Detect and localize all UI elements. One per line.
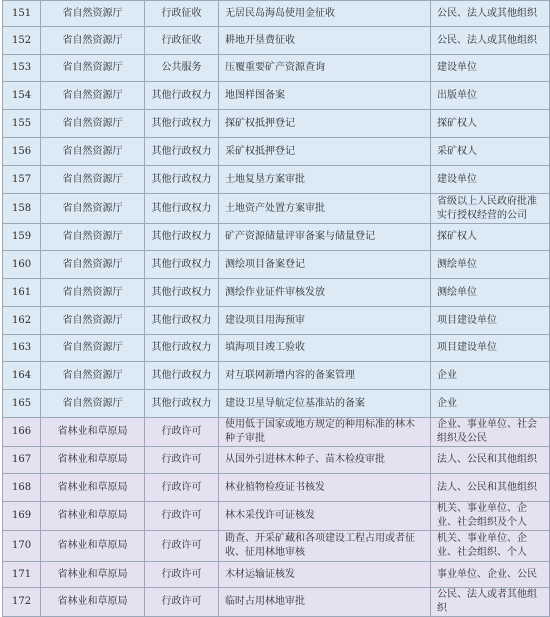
target-cell: 企业 xyxy=(431,390,550,418)
department-cell: 省林业和草原局 xyxy=(41,418,145,447)
power-type-cell: 其他行政权力 xyxy=(145,251,219,279)
department-cell: 省自然资源厅 xyxy=(41,307,145,335)
power-type-cell: 其他行政权力 xyxy=(145,279,219,307)
power-type-cell: 其他行政权力 xyxy=(145,138,219,166)
department-cell: 省自然资源厅 xyxy=(41,362,145,390)
item-name-cell: 探矿权抵押登记 xyxy=(219,110,431,138)
table-row xyxy=(3,138,550,166)
department-cell: 省自然资源厅 xyxy=(41,166,145,194)
target-cell: 测绘单位 xyxy=(431,279,550,307)
item-name-cell: 压覆重要矿产资源查询 xyxy=(219,55,431,82)
power-type-cell: 其他行政权力 xyxy=(145,307,219,335)
power-type-cell: 其他行政权力 xyxy=(145,224,219,251)
row-number-cell: 154 xyxy=(3,82,41,110)
power-type-cell: 行政征收 xyxy=(145,1,219,27)
department-cell: 省自然资源厅 xyxy=(41,110,145,138)
item-name-cell: 对互联网新增内容的备案管理 xyxy=(219,362,431,390)
power-type-cell: 行政许可 xyxy=(145,447,219,474)
row-number-cell: 163 xyxy=(3,335,41,362)
table-row xyxy=(3,362,550,390)
target-cell: 采矿权人 xyxy=(431,138,550,166)
department-cell: 省自然资源厅 xyxy=(41,82,145,110)
department-cell: 省自然资源厅 xyxy=(41,251,145,279)
table-row xyxy=(3,418,550,447)
power-type-cell: 行政许可 xyxy=(145,474,219,502)
target-cell: 公民、法人或其他组织 xyxy=(431,1,550,27)
row-number-cell: 165 xyxy=(3,390,41,418)
department-cell: 省自然资源厅 xyxy=(41,335,145,362)
table-row xyxy=(3,1,550,27)
target-cell: 项目建设单位 xyxy=(431,335,550,362)
department-cell: 省自然资源厅 xyxy=(41,27,145,55)
department-cell: 省林业和草原局 xyxy=(41,531,145,562)
power-type-cell: 行政许可 xyxy=(145,588,219,617)
row-number-cell: 156 xyxy=(3,138,41,166)
row-number-cell: 160 xyxy=(3,251,41,279)
power-type-cell: 行政许可 xyxy=(145,562,219,588)
row-number-cell: 171 xyxy=(3,562,41,588)
item-name-cell: 测绘作业证件审核发放 xyxy=(219,279,431,307)
row-number-cell: 172 xyxy=(3,588,41,617)
table-row xyxy=(3,251,550,279)
table-row xyxy=(3,474,550,502)
department-cell: 省自然资源厅 xyxy=(41,55,145,82)
target-cell: 测绘单位 xyxy=(431,251,550,279)
target-cell: 出版单位 xyxy=(431,82,550,110)
power-list-table xyxy=(2,0,550,617)
target-cell: 企业 xyxy=(431,362,550,390)
power-type-cell: 其他行政权力 xyxy=(145,166,219,194)
row-number-cell: 155 xyxy=(3,110,41,138)
target-cell: 公民、法人或者其他组织 xyxy=(431,588,550,617)
item-name-cell: 采矿权抵押登记 xyxy=(219,138,431,166)
table-row xyxy=(3,27,550,55)
row-number-cell: 168 xyxy=(3,474,41,502)
row-number-cell: 161 xyxy=(3,279,41,307)
table-row xyxy=(3,335,550,362)
table-body xyxy=(3,1,550,617)
item-name-cell: 从国外引进林木种子、苗木检疫审批 xyxy=(219,447,431,474)
department-cell: 省自然资源厅 xyxy=(41,1,145,27)
table-row xyxy=(3,447,550,474)
item-name-cell: 土地资产处置方案审批 xyxy=(219,194,431,224)
target-cell: 企业、事业单位、社会组织及公民 xyxy=(431,418,550,447)
row-number-cell: 153 xyxy=(3,55,41,82)
item-name-cell: 建设项目用海预审 xyxy=(219,307,431,335)
power-type-cell: 行政许可 xyxy=(145,531,219,562)
power-type-cell: 行政征收 xyxy=(145,27,219,55)
department-cell: 省林业和草原局 xyxy=(41,447,145,474)
department-cell: 省林业和草原局 xyxy=(41,562,145,588)
item-name-cell: 临时占用林地审批 xyxy=(219,588,431,617)
target-cell: 项目建设单位 xyxy=(431,307,550,335)
item-name-cell: 林业植物检疫证书核发 xyxy=(219,474,431,502)
item-name-cell: 地图样图备案 xyxy=(219,82,431,110)
power-type-cell: 其他行政权力 xyxy=(145,335,219,362)
power-type-cell: 其他行政权力 xyxy=(145,110,219,138)
table-row xyxy=(3,502,550,531)
row-number-cell: 151 xyxy=(3,1,41,27)
row-number-cell: 159 xyxy=(3,224,41,251)
target-cell: 公民、法人或其他组织 xyxy=(431,27,550,55)
table-row xyxy=(3,194,550,224)
table-row xyxy=(3,82,550,110)
item-name-cell: 矿产资源储量评审备案与储量登记 xyxy=(219,224,431,251)
target-cell: 法人、公民和其他组织 xyxy=(431,447,550,474)
power-type-cell: 其他行政权力 xyxy=(145,362,219,390)
target-cell: 建设单位 xyxy=(431,166,550,194)
row-number-cell: 167 xyxy=(3,447,41,474)
department-cell: 省自然资源厅 xyxy=(41,390,145,418)
item-name-cell: 建设卫星导航定位基准站的备案 xyxy=(219,390,431,418)
department-cell: 省自然资源厅 xyxy=(41,224,145,251)
power-type-cell: 其他行政权力 xyxy=(145,82,219,110)
table-row xyxy=(3,390,550,418)
item-name-cell: 木材运输证核发 xyxy=(219,562,431,588)
row-number-cell: 152 xyxy=(3,27,41,55)
department-cell: 省林业和草原局 xyxy=(41,588,145,617)
department-cell: 省自然资源厅 xyxy=(41,138,145,166)
row-number-cell: 170 xyxy=(3,531,41,562)
target-cell: 法人、公民和其他组织 xyxy=(431,474,550,502)
table-row xyxy=(3,531,550,562)
target-cell: 建设单位 xyxy=(431,55,550,82)
department-cell: 省林业和草原局 xyxy=(41,474,145,502)
table-row xyxy=(3,110,550,138)
table-row xyxy=(3,588,550,617)
department-cell: 省自然资源厅 xyxy=(41,279,145,307)
item-name-cell: 测绘项目备案登记 xyxy=(219,251,431,279)
item-name-cell: 使用低于国家或地方规定的种用标准的林木种子审批 xyxy=(219,418,431,447)
row-number-cell: 164 xyxy=(3,362,41,390)
power-type-cell: 行政许可 xyxy=(145,502,219,531)
table-row xyxy=(3,55,550,82)
target-cell: 事业单位、企业、公民 xyxy=(431,562,550,588)
target-cell: 省级以上人民政府批准实行授权经营的公司 xyxy=(431,194,550,224)
table-row xyxy=(3,307,550,335)
item-name-cell: 林木采伐许可证核发 xyxy=(219,502,431,531)
row-number-cell: 169 xyxy=(3,502,41,531)
table-row xyxy=(3,562,550,588)
item-name-cell: 耕地开垦费征收 xyxy=(219,27,431,55)
power-type-cell: 其他行政权力 xyxy=(145,390,219,418)
row-number-cell: 162 xyxy=(3,307,41,335)
power-type-cell: 公共服务 xyxy=(145,55,219,82)
row-number-cell: 166 xyxy=(3,418,41,447)
power-type-cell: 其他行政权力 xyxy=(145,194,219,224)
power-type-cell: 行政许可 xyxy=(145,418,219,447)
target-cell: 机关、事业单位、企业、社会组织及个人 xyxy=(431,502,550,531)
item-name-cell: 土地复垦方案审批 xyxy=(219,166,431,194)
item-name-cell: 勘查、开采矿藏和各项建设工程占用或者征收、征用林地审核 xyxy=(219,531,431,562)
table-row xyxy=(3,166,550,194)
row-number-cell: 157 xyxy=(3,166,41,194)
table-row xyxy=(3,279,550,307)
target-cell: 探矿权人 xyxy=(431,110,550,138)
item-name-cell: 填海项目竣工验收 xyxy=(219,335,431,362)
row-number-cell: 158 xyxy=(3,194,41,224)
department-cell: 省自然资源厅 xyxy=(41,194,145,224)
department-cell: 省林业和草原局 xyxy=(41,502,145,531)
target-cell: 机关、事业单位、企业、社会组织、个人 xyxy=(431,531,550,562)
table-row xyxy=(3,224,550,251)
item-name-cell: 无居民岛海岛使用金征收 xyxy=(219,1,431,27)
target-cell: 探矿权人 xyxy=(431,224,550,251)
